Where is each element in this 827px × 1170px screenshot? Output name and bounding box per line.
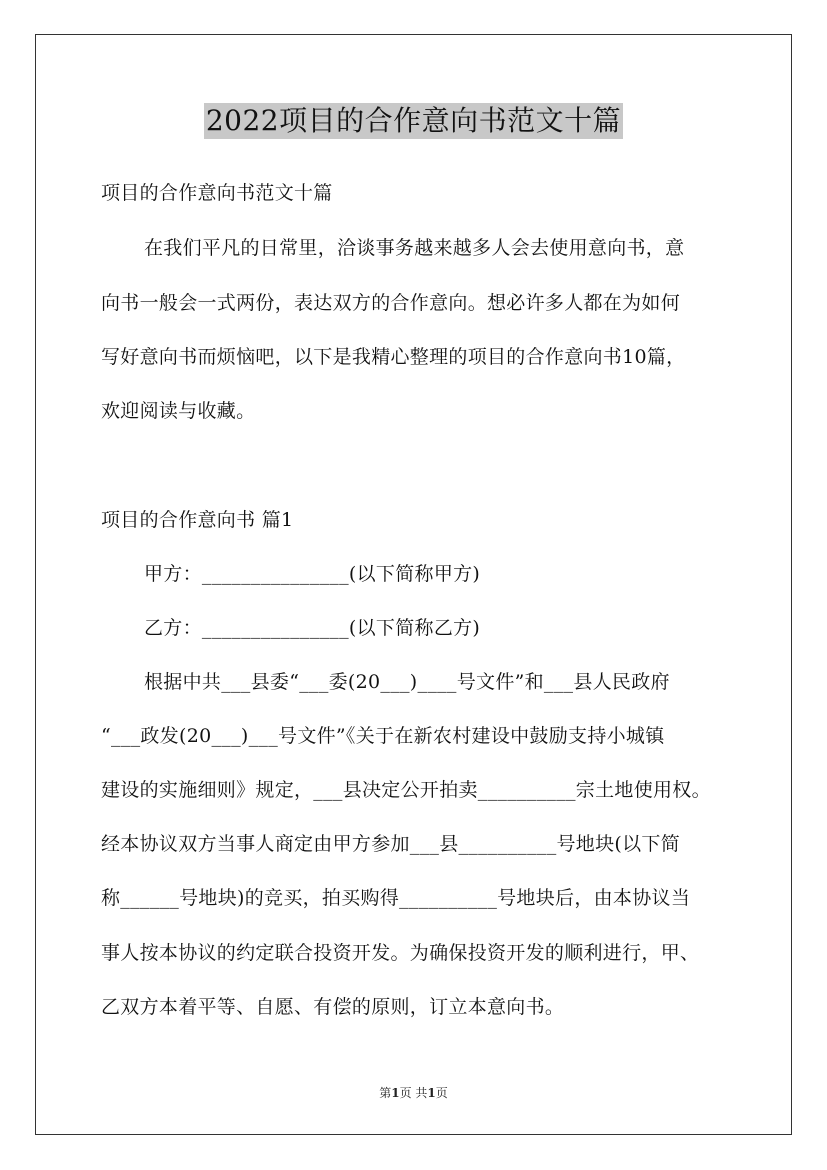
intro-line-4: 欢迎阅读与收藏。	[101, 400, 256, 422]
party-a-line: 甲方：_______________(以下简称甲方)	[144, 563, 481, 585]
footer-page-number: 1	[391, 1086, 400, 1100]
title-container	[0, 103, 827, 139]
document-title: 2022项目的合作意向书范文十篇	[205, 104, 622, 137]
footer-page-prefix: 第	[379, 1086, 392, 1100]
body-line-2: “___政发(20___)___号文件”《关于在新农村建设中鼓励支持小城镇	[101, 725, 665, 747]
footer-page-total: 1	[427, 1086, 436, 1100]
intro-line-2: 向书一般会一式两份，表达双方的合作意向。想必许多人都在为如何	[101, 292, 681, 314]
footer-page-mid: 页 共	[399, 1086, 428, 1100]
body-line-1: 根据中共___县委“___委(20___)____号文件”和___县人民政府	[144, 671, 670, 693]
intro-line-1: 在我们平凡的日常里，洽谈事务越来越多人会去使用意向书，意	[144, 237, 685, 259]
body-line-4: 经本协议双方当事人商定由甲方参加___县__________号地块(以下简	[101, 833, 681, 855]
intro-line-3: 写好意向书而烦恼吧，以下是我精心整理的项目的合作意向书10篇，	[101, 346, 686, 368]
page-footer	[0, 1084, 827, 1101]
body-line-5: 称______号地块)的竞买，拍买购得__________号地块后，由本协议当	[101, 887, 691, 909]
document-subtitle: 项目的合作意向书范文十篇	[101, 182, 333, 204]
body-line-6: 事人按本协议的约定联合投资开发。为确保投资开发的顺利进行，甲、	[101, 942, 700, 964]
body-line-7: 乙双方本着平等、自愿、有偿的原则，订立本意向书。	[101, 996, 565, 1018]
body-line-3: 建设的实施细则》规定，___县决定公开拍卖__________宗土地使用权。	[101, 779, 711, 801]
section-heading: 项目的合作意向书 篇1	[101, 509, 294, 531]
party-b-line: 乙方：_______________(以下简称乙方)	[144, 617, 481, 639]
footer-page-suffix: 页	[435, 1086, 448, 1100]
